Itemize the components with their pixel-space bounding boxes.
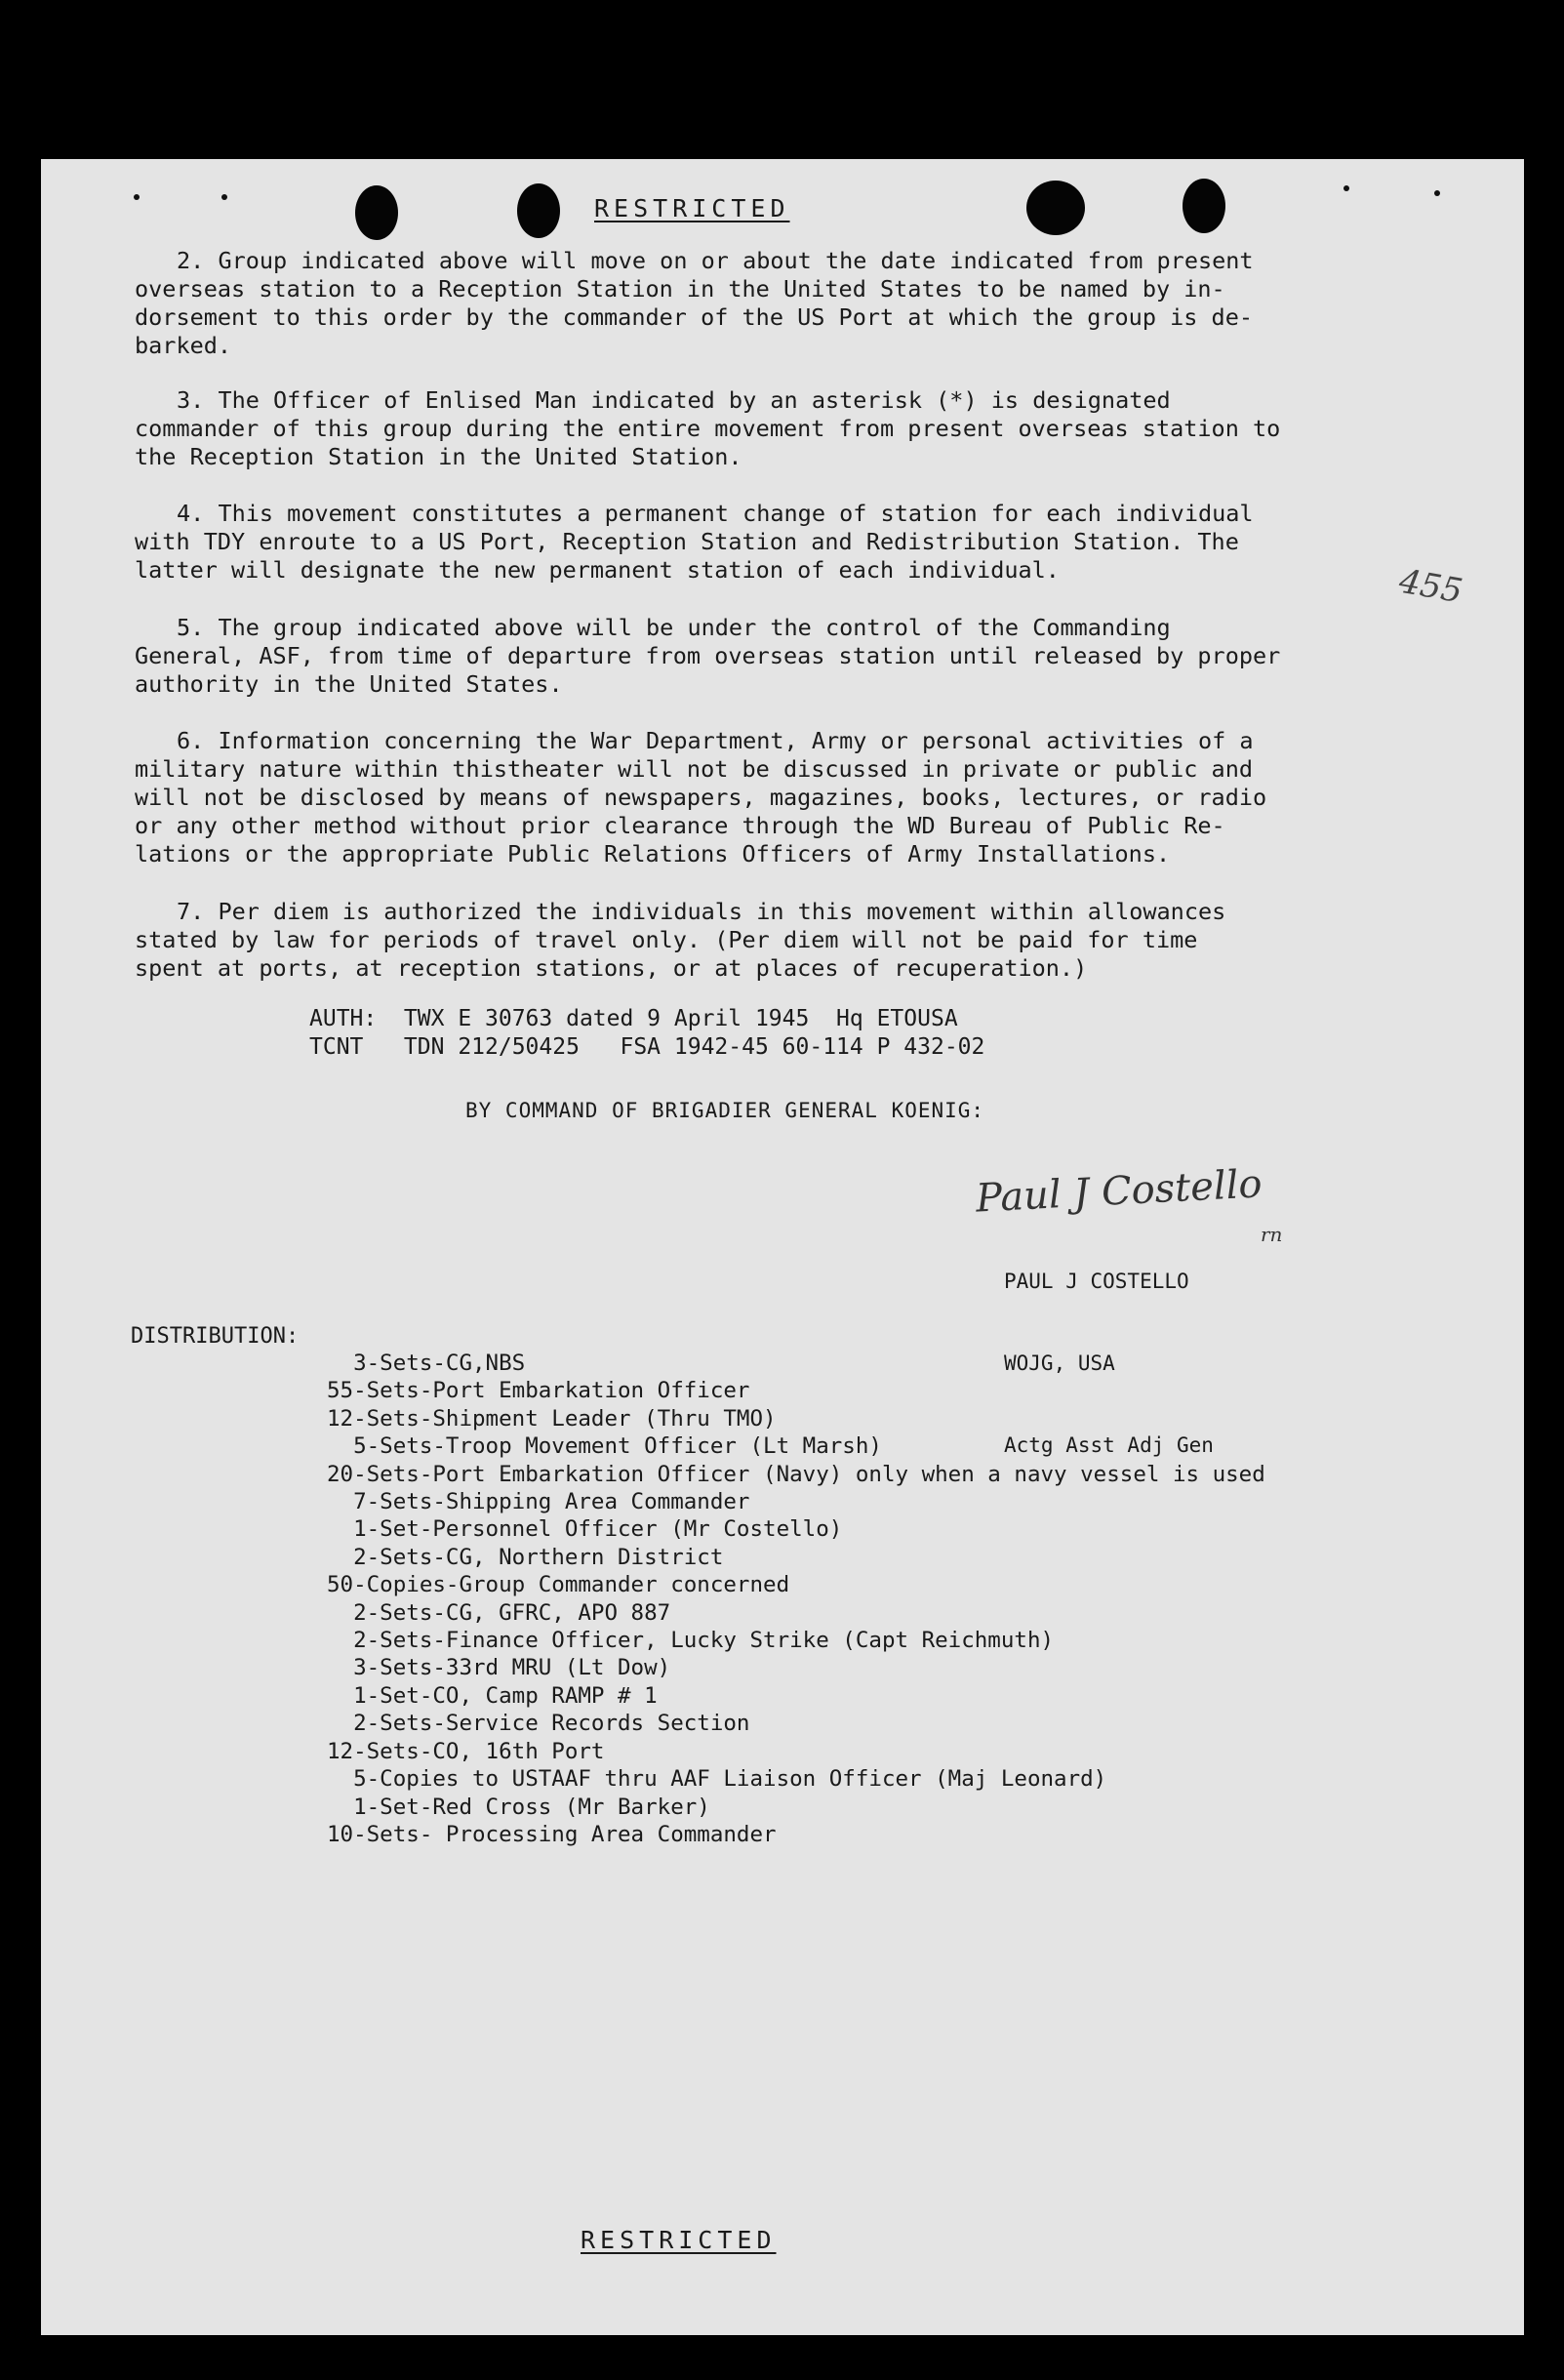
punch-hole-left-1 [355,185,398,240]
list-item: 1-Set-Personnel Officer (Mr Costello) [327,1516,843,1543]
list-item: 12-Sets-Shipment Leader (Thru TMO) [327,1405,777,1432]
punch-hole-right-1 [1026,181,1085,235]
paragraph-3 [135,386,1481,471]
text-line: stated by law for periods of travel only. (Per diem will not be paid for time [135,926,1198,953]
text-line: lations or the appropriate Public Relations Officers of Army Installations. [135,840,1171,867]
paragraph-5 [135,614,1481,699]
signer-name: PAUL J COSTELLO [1004,1270,1189,1293]
speck [221,194,227,200]
signer-title: Actg Asst Adj Gen [1004,1433,1214,1457]
text-line: latter will designate the new permanent station of each individual. [135,556,1060,584]
list-item: 1-Set-CO, Camp RAMP # 1 [327,1682,658,1709]
paragraph-7 [135,898,1481,983]
command-line: BY COMMAND OF BRIGADIER GENERAL KOENIG: [465,1099,985,1122]
list-item: 10-Sets- Processing Area Commander [327,1821,777,1847]
text-line: barked. [135,332,232,359]
text-line: 7. Per diem is authorized the individuals in this movement within allowances [177,898,1226,925]
punch-hole-right-2 [1183,179,1225,233]
paragraph-2 [135,247,1481,360]
paragraph-6 [135,727,1481,868]
list-item: 3-Sets-33rd MRU (Lt Dow) [327,1655,671,1681]
text-line: 4. This movement constitutes a permanent change of station for each individual [177,500,1254,527]
speck [134,194,140,200]
text-line: overseas station to a Reception Station in the United States to be named by in- [135,275,1225,303]
handwritten-initials: rn [1261,1223,1283,1246]
punch-hole-left-2 [517,183,560,238]
speck [1434,190,1440,196]
text-line: spent at ports, at reception stations, or at places of recuperation.) [135,954,1088,982]
list-item: 2-Sets-CG, GFRC, APO 887 [327,1599,671,1626]
paragraph-4 [135,500,1481,585]
list-item: 3-Sets-CG,NBS [327,1351,526,1376]
text-line: 6. Information concerning the War Department, Army or personal activities of a [177,727,1254,754]
list-item: 2-Sets-CG, Northern District [327,1544,724,1570]
text-line: the Reception Station in the United Station. [135,443,742,470]
restricted-footer: RESTRICTED [581,2226,777,2254]
list-item: 2-Sets-Finance Officer, Lucky Strike (Capt Reichmuth) [327,1628,1055,1654]
signer-rank: WOJG, USA [1004,1351,1115,1375]
list-item: 50-Copies-Group Commander concerned [327,1572,790,1598]
list-item: 7-Sets-Shipping Area Commander [327,1489,750,1515]
auth-line: AUTH: TWX E 30763 dated 9 April 1945 Hq ETOUSA [309,1006,958,1031]
text-line: or any other method without prior clearance through the WD Bureau of Public Re- [135,812,1225,839]
text-line: commander of this group during the entire movement from present overseas station to [135,415,1281,442]
text-line: 5. The group indicated above will be under the control of the Commanding [177,614,1171,641]
list-item: 2-Sets-Service Records Section [327,1711,750,1737]
list-item: 5-Copies to USTAAF thru AAF Liaison Officer (Maj Leonard) [327,1766,1107,1793]
restricted-header: RESTRICTED [594,194,790,222]
distribution-title: DISTRIBUTION: [131,1324,300,1349]
text-line: dorsement to this order by the commander of the US Port at which the group is de- [135,303,1254,331]
tcnt-line: TCNT TDN 212/50425 FSA 1942-45 60-114 P 432-02 [309,1034,985,1060]
text-line: 3. The Officer of Enlised Man indicated by an asterisk (*) is designated [177,386,1171,414]
text-line: 2. Group indicated above will move on or about the date indicated from present [177,247,1254,274]
list-item: 55-Sets-Port Embarkation Officer [327,1378,750,1404]
distribution-list [327,1350,1265,1848]
list-item: 12-Sets-CO, 16th Port [327,1738,605,1764]
list-item: 5-Sets-Troop Movement Officer (Lt Marsh) [327,1433,882,1460]
speck [1343,185,1349,191]
list-item: 1-Set-Red Cross (Mr Barker) [327,1794,710,1820]
text-line: authority in the United States. [135,670,563,698]
handwritten-signature: Paul J Costello [974,1161,1263,1222]
margin-page-number: 455 [1396,561,1465,612]
text-line: military nature within thistheater will not be discussed in private or public and [135,755,1254,783]
text-line: will not be disclosed by means of newspapers, magazines, books, lectures, or radio [135,784,1267,811]
list-item: 20-Sets-Port Embarkation Officer (Navy) only when a navy vessel is used [327,1461,1265,1487]
document-page [41,159,1524,2335]
text-line: General, ASF, from time of departure from overseas station until released by proper [135,642,1281,669]
text-line: with TDY enroute to a US Port, Reception Station and Redistribution Station. The [135,528,1239,555]
